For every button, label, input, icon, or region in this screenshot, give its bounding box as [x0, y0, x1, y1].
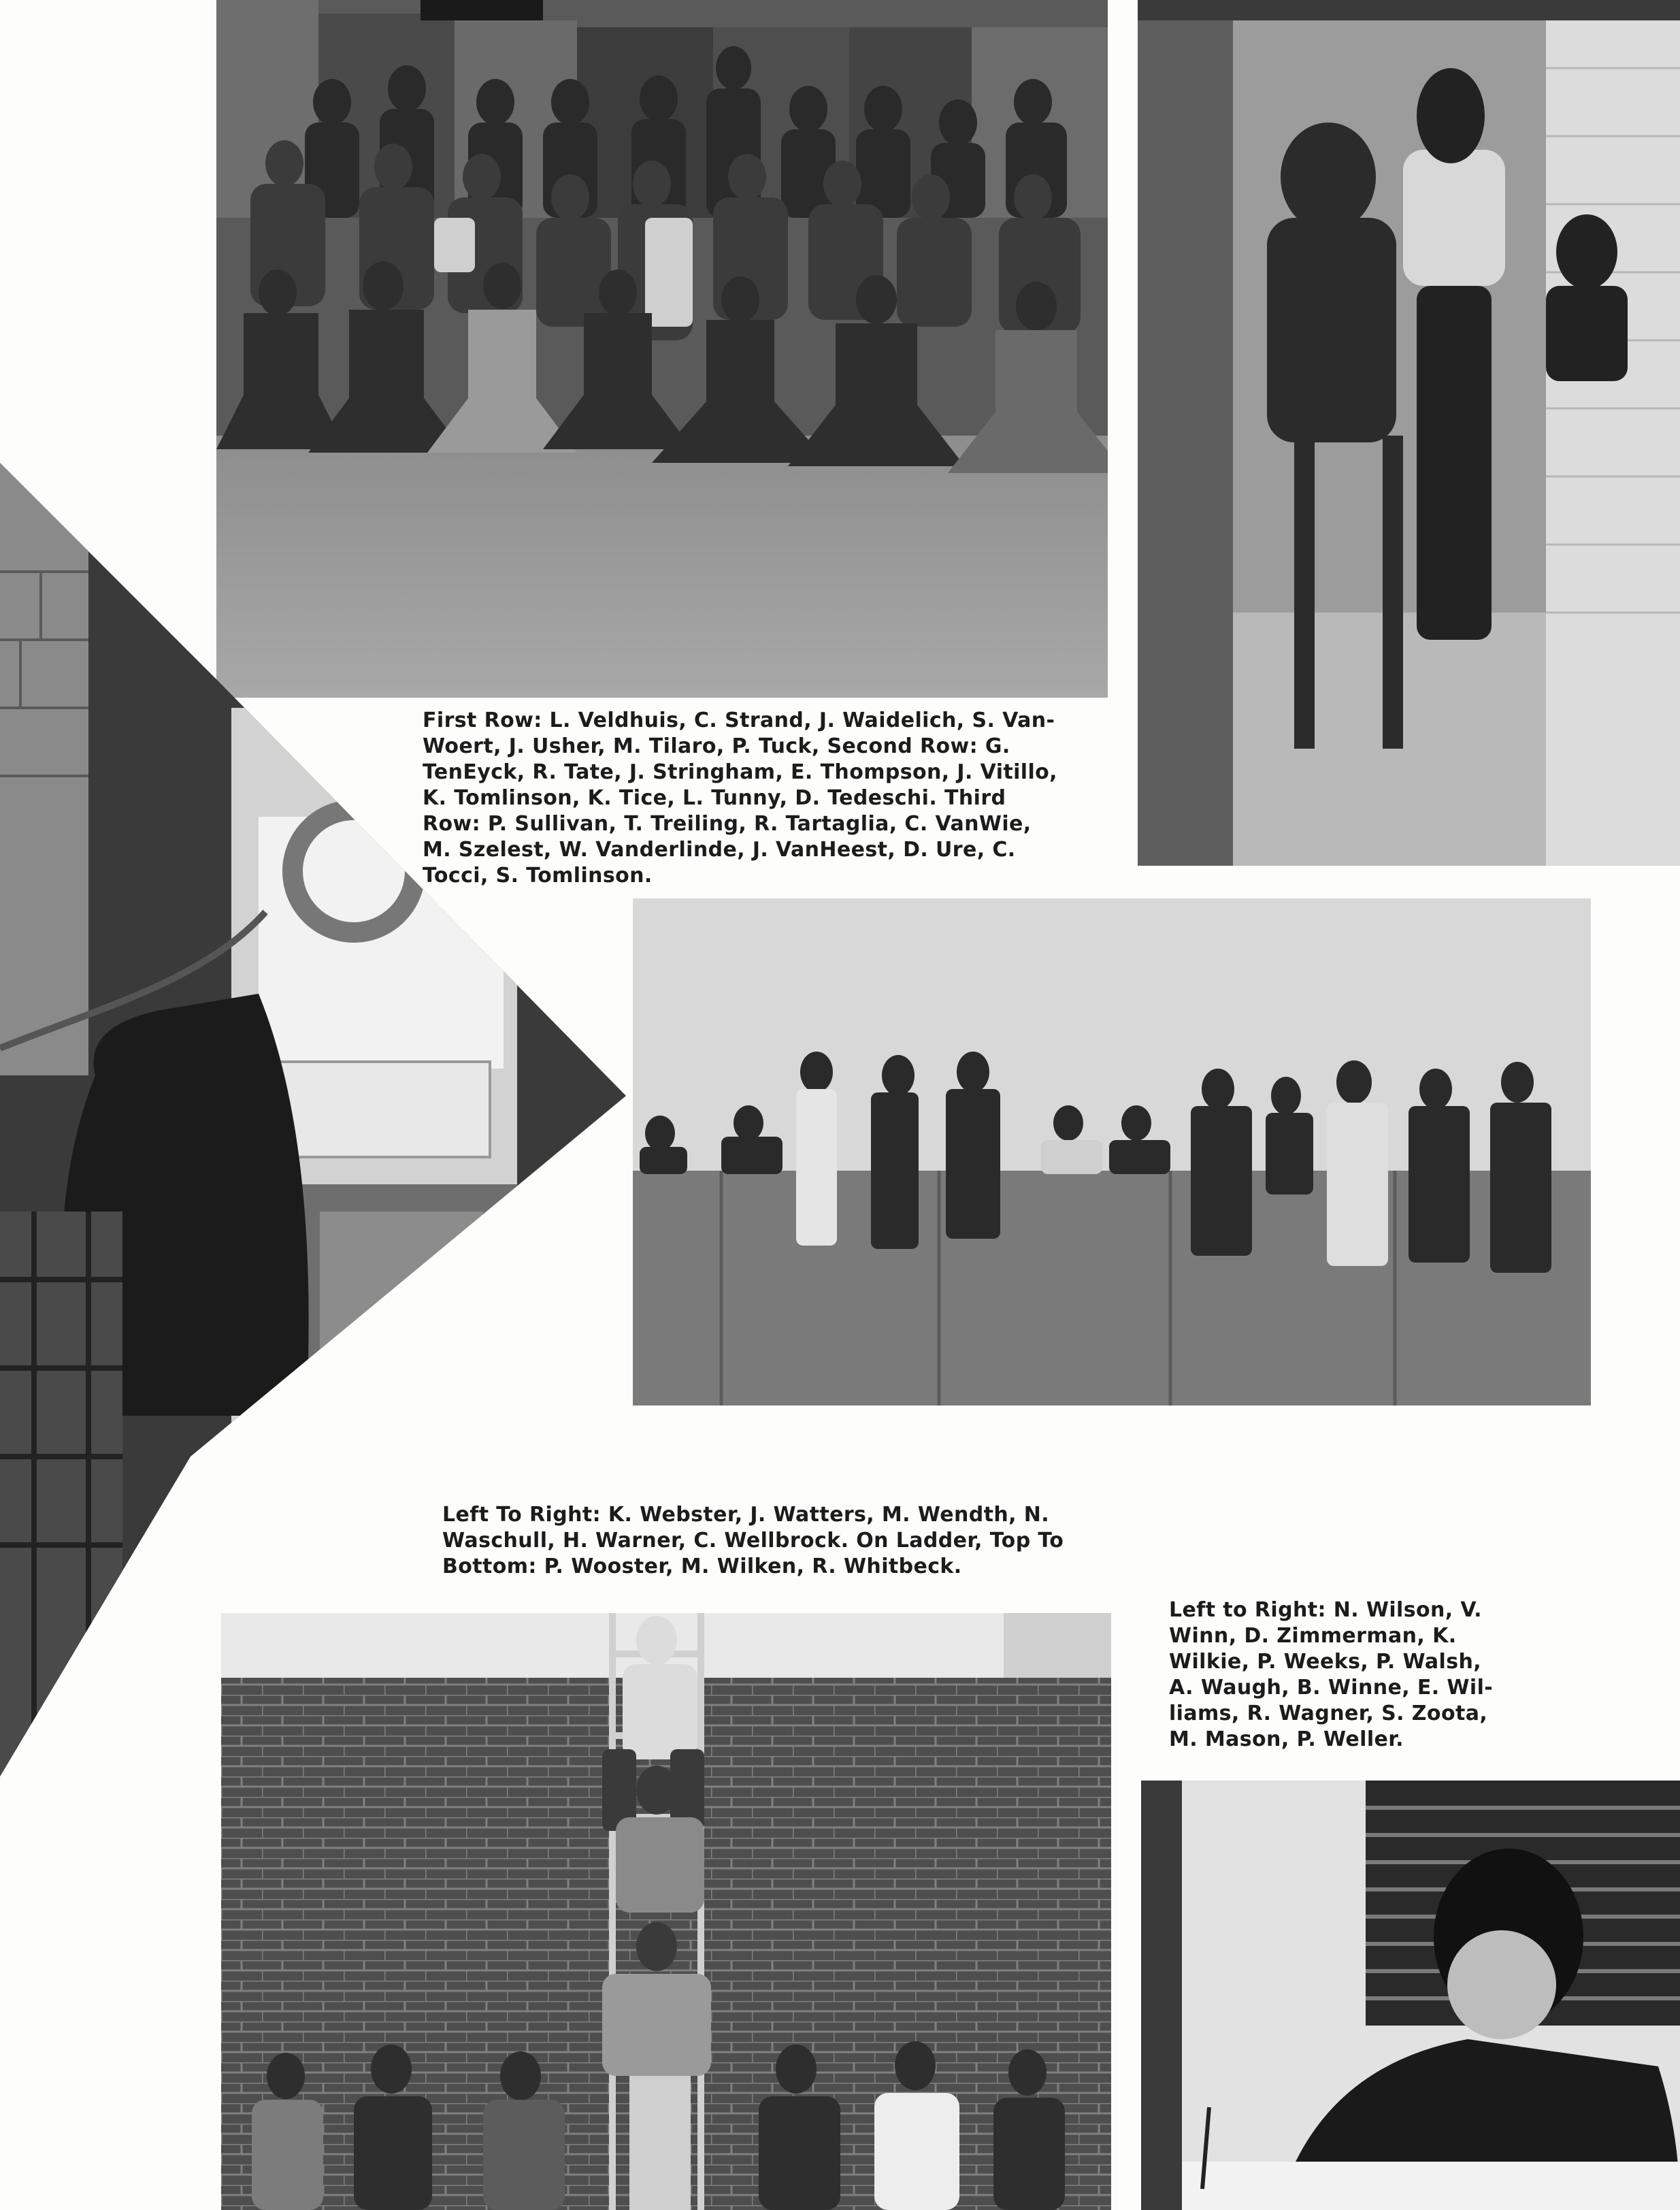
hallway-photo — [1138, 0, 1680, 866]
caption-line: Left to Right: N. Wilson, V. — [1169, 1598, 1482, 1622]
caption-line: A. Waugh, B. Winne, E. Wil- — [1169, 1676, 1494, 1700]
caption-line: Wilkie, P. Weeks, P. Walsh, — [1169, 1650, 1482, 1674]
caption-line: Bottom: P. Wooster, M. Wilken, R. Whitbeck. — [442, 1555, 962, 1578]
studying-student-photo — [1141, 1781, 1680, 2210]
wall-photo-caption — [1169, 1597, 1493, 1753]
caption-line: liams, R. Wagner, S. Zoota, — [1169, 1702, 1488, 1725]
group-photo-caption — [423, 708, 1057, 889]
caption-line: K. Tomlinson, K. Tice, L. Tunny, D. Tedeschi. Third — [423, 786, 1006, 810]
wall-sitting-photo — [633, 898, 1591, 1405]
caption-line: Winn, D. Zimmerman, K. — [1169, 1624, 1457, 1648]
caption-line: Woert, J. Usher, M. Tilaro, P. Tuck, Second Row: G. — [423, 734, 1010, 758]
payphone-photo — [0, 463, 626, 1783]
caption-line: TenEyck, R. Tate, J. Stringham, E. Thompson, J. Vitillo, — [423, 760, 1057, 784]
caption-line: First Row: L. Veldhuis, C. Strand, J. Waidelich, S. Van- — [423, 709, 1055, 732]
caption-line: Left To Right: K. Webster, J. Watters, M. Wendth, N. — [442, 1503, 1050, 1527]
caption-line: Tocci, S. Tomlinson. — [423, 864, 653, 888]
caption-line: M. Szelest, W. Vanderlinde, J. VanHeest, D. Ure, C. — [423, 838, 1016, 862]
caption-line: Row: P. Sullivan, T. Treiling, R. Tartaglia, C. VanWie, — [423, 812, 1032, 836]
caption-line: M. Mason, P. Weller. — [1169, 1727, 1404, 1751]
ladder-photo-caption — [442, 1502, 1064, 1580]
ladder-photo — [221, 1613, 1111, 2210]
caption-line: Waschull, H. Warner, C. Wellbrock. On Ladder, Top To — [442, 1529, 1064, 1553]
